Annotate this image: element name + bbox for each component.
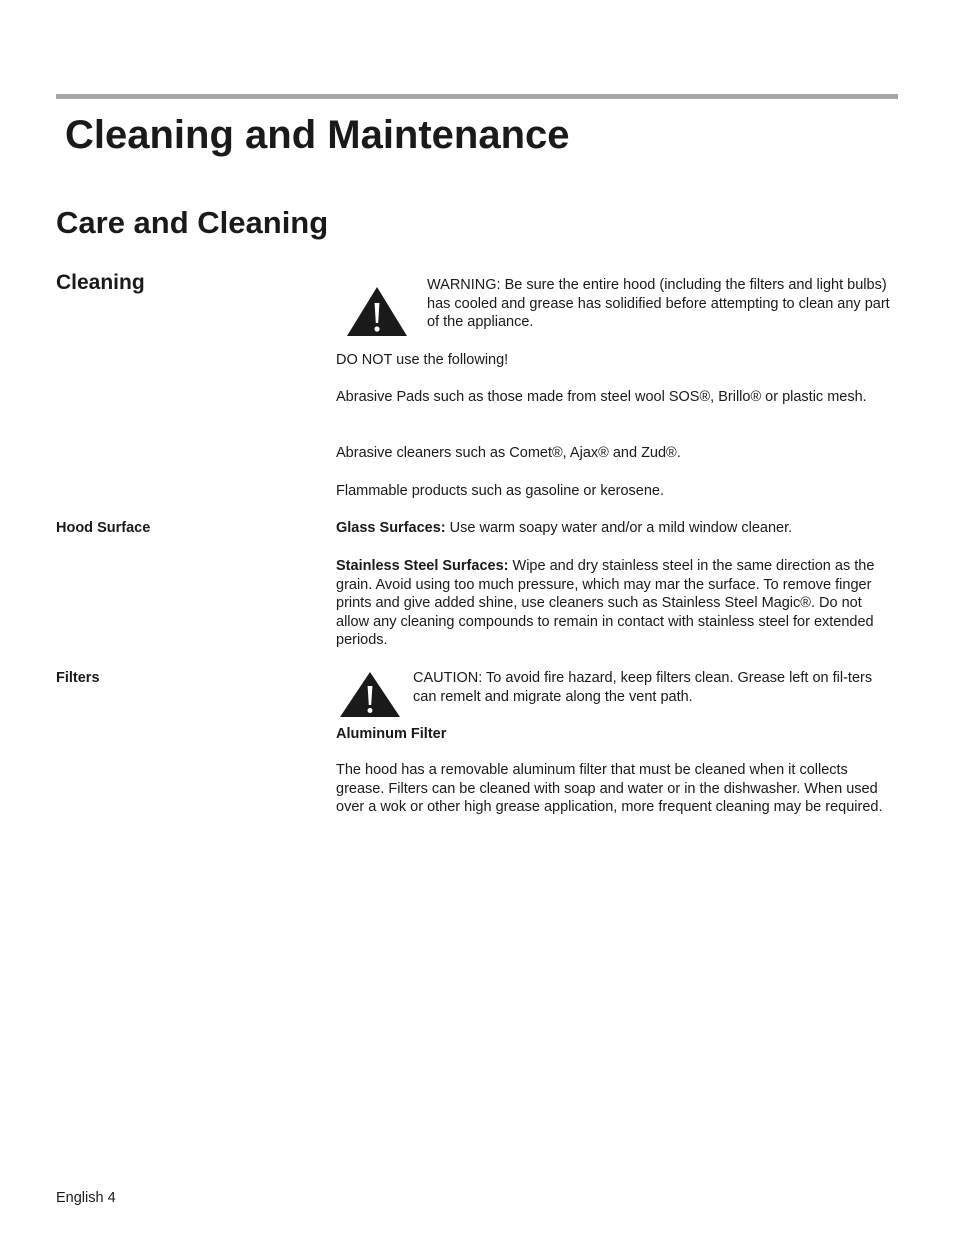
page-title: Cleaning and Maintenance	[65, 113, 570, 157]
glass-surfaces-text: Use warm soapy water and/or a mild window cleaner.	[445, 520, 793, 536]
warning-text: WARNING: Be sure the entire hood (including the filters and light bulbs) has cooled and grease has solidified before attempting to clean any part of the appliance.	[427, 277, 890, 331]
header-rule	[56, 94, 898, 99]
steel-surfaces-label: Stainless Steel Surfaces:	[336, 558, 509, 574]
steel-surfaces-text: Wipe and dry stainless steel in the same direction as the grain. Avoid using too much pressure, which may mar the surface. To remove finger prints and give added shine, use cleaners such as Stainless Steel Magic®. Do not allow any cleaning compounds to remain in contact with stainless steel for extended periods.	[336, 558, 875, 649]
glass-surfaces-label: Glass Surfaces:	[336, 520, 446, 536]
page-footer: English 4	[56, 1190, 116, 1206]
caution-text: CAUTION: To avoid fire hazard, keep filters clean. Grease left on fil-ters can remelt and migrate along the vent path.	[413, 670, 873, 705]
do-not-item: Abrasive cleaners such as Comet®, Ajax® and Zud®.	[336, 445, 681, 461]
filters-label: Filters	[56, 670, 100, 686]
hood-surface-label: Hood Surface	[56, 520, 151, 536]
aluminum-filter-text: The hood has a removable aluminum filter that must be cleaned when it collects grease. Filters can be cleaned with soap and water or in the dishwasher. When used over a wok or other high grease application, more frequent cleaning may be required.	[336, 762, 883, 816]
warning-triangle-icon	[339, 671, 401, 718]
glass-surfaces-paragraph	[336, 519, 898, 538]
warning-triangle-icon	[346, 286, 408, 337]
section-heading: Care and Cleaning	[56, 205, 329, 240]
aluminum-filter-heading: Aluminum Filter	[336, 726, 447, 742]
do-not-intro: DO NOT use the following!	[336, 352, 509, 368]
steel-surfaces-paragraph	[336, 557, 898, 650]
do-not-item: Flammable products such as gasoline or kerosene.	[336, 483, 665, 499]
do-not-item: Abrasive Pads such as those made from steel wool SOS®, Brillo® or plastic mesh.	[336, 389, 867, 405]
subsection-heading: Cleaning	[56, 271, 145, 294]
